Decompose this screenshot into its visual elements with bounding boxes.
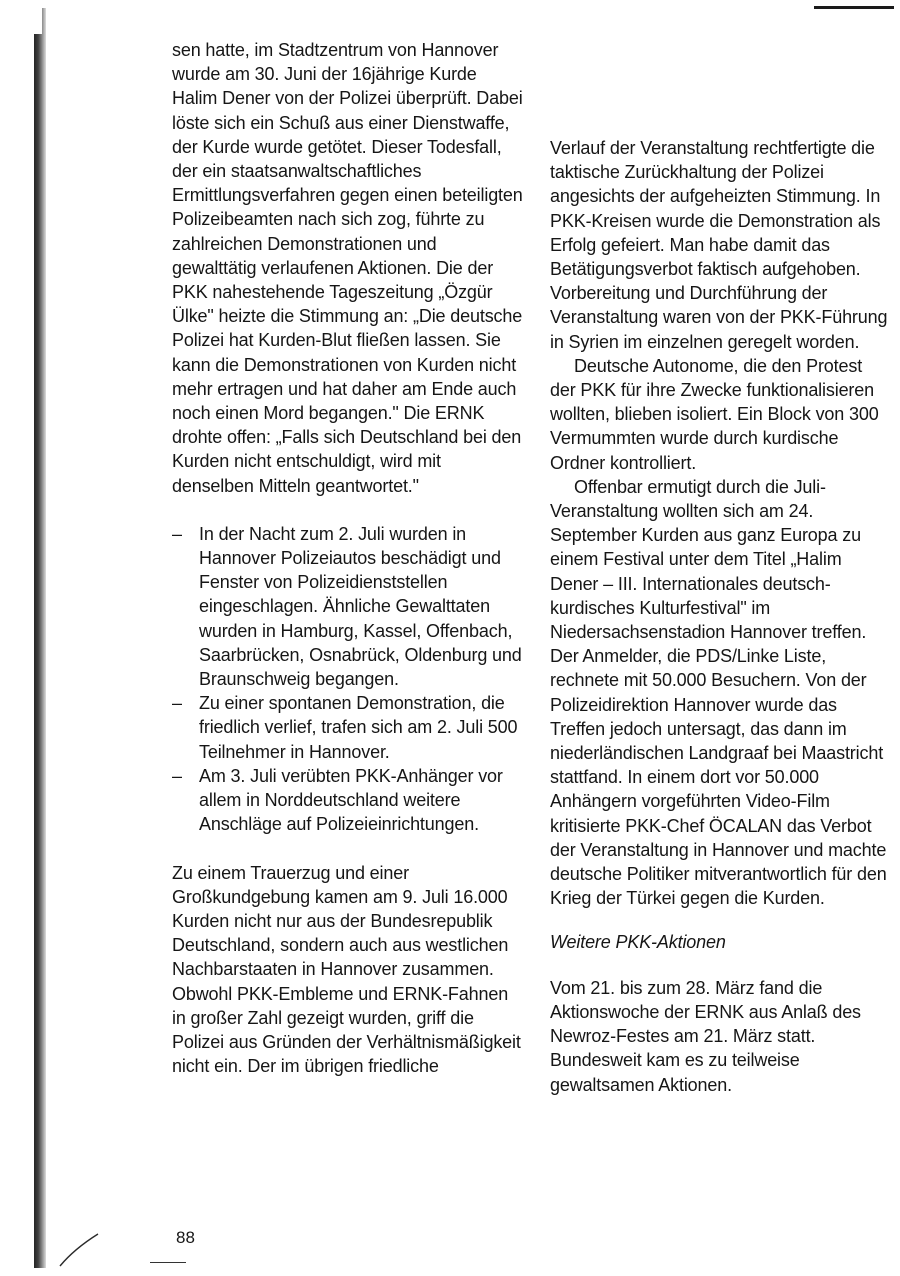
left-paragraph-2: Zu einem Trauerzug und einer Großkundgebung kamen am 9. Juli 16.000 Kurden nicht nur aus der Bundesrepublik Deutschland, sondern auch aus westlichen Nachbarstaaten in Hannover zusammen. Obwohl PKK-Embleme und ERNK-Fahnen in großer Zahl gezeigt wurden, griff die Polizei aus Gründen der Verhältnismäßigkeit nicht ein. Der im übrigen friedliche (172, 862, 521, 1077)
list-item-text: Am 3. Juli verübten PKK-Anhänger vor allem in Norddeutschland weitere Anschläge auf Polizeieinrichtungen. (199, 765, 503, 835)
right-paragraph-2: Deutsche Autonome, die den Protest der PKK für ihre Zwecke funktionalisieren wollten, blieben isoliert. Ein Block von 300 Vermummten wurde durch kurdische Ordner kontrolliert. (550, 355, 879, 473)
left-column (172, 38, 524, 1078)
dash-bullet: – (172, 523, 182, 544)
list-item (172, 764, 524, 837)
right-paragraph-3: Offenbar ermutigt durch die Juli-Veranstaltung wollten sich am 24. September Kurden aus ganz Europa zu einem Festival unter dem Titel „Halim Dener – III. Internationales deutsch-kurdisches Kulturfestival" im Niedersachsenstadion Hannover treffen. Der Anmelder, die PDS/Linke Liste, rechnete mit 50.000 Besuchern. Von der Polizeidirektion Hannover wurde das Treffen jedoch untersagt, das dann im niederländischen Landgraaf bei Maastricht stattfand. In einem dort vor 50.000 Anhängern vorgeführten Video-Film kritisierte PKK-Chef ÖCALAN das Verbot der Veranstaltung in Hannover und machte deutsche Politiker mitverantwortlich für den Krieg der Türkei gegen die Kurden. (550, 476, 887, 909)
bullet-list (172, 522, 524, 837)
right-column (550, 136, 890, 1097)
scan-edge-gap (34, 8, 42, 34)
scan-corner-mark (58, 1228, 100, 1268)
top-rule (814, 6, 894, 9)
dash-bullet: – (172, 693, 182, 714)
list-item (172, 691, 524, 764)
list-item-text: In der Nacht zum 2. Juli wurden in Hannover Polizeiautos beschädigt und Fenster von Polizeidienststellen eingeschlagen. Ähnliche Gewalttaten wurden in Hamburg, Kassel, Offenbach, Saarbrücken, Osnabrück, Oldenburg und Braunschweig begangen. (199, 523, 522, 690)
page-number: 88 (176, 1228, 195, 1247)
scan-binding-edge (34, 8, 46, 1268)
left-paragraph-1: sen hatte, im Stadtzentrum von Hannover wurde am 30. Juni der 16jährige Kurde Halim Dener von der Polizei überprüft. Dabei löste sich ein Schuß aus einer Dienstwaffe, der Kurde wurde getötet. Dieser Todesfall, der ein staatsanwaltschaftliches Ermittlungsverfahren gegen einen beteiligten Polizeibeamten nach sich zog, führte zu zahlreichen Demonstrationen und gewalttätig verlaufenen Aktionen. Die der PKK nahestehende Tageszeitung „Özgür Ülke" heizte die Stimmung an: „Die deutsche Polizei hat Kurden-Blut fließen lassen. Sie kann die Demonstrationen von Kurden nicht mehr ertragen und hat daher am Ende auch noch einen Mord begangen." Die ERNK drohte offen: „Falls sich Deutschland bei den Kurden nicht entschuldigt, wird mit denselben Mitteln geantwortet." (172, 40, 523, 496)
list-item-text: Zu einer spontanen Demonstration, die friedlich verlief, trafen sich am 2. Juli 500 Teilnehmer in Hannover. (199, 693, 518, 762)
right-paragraph-1: Verlauf der Veranstaltung rechtfertigte die taktische Zurückhaltung der Polizei angesichts der aufgeheizten Stimmung. In PKK-Kreisen wurde die Demonstration als Erfolg gefeiert. Man habe damit das Betätigungsverbot faktisch aufgehoben. Vorbereitung und Durchführung der Veranstaltung waren von der PKK-Führung in Syrien im einzelnen geregelt worden. (550, 138, 888, 352)
section-subheading: Weitere PKK-Aktionen (550, 931, 726, 952)
list-item (172, 522, 524, 691)
dash-bullet: – (172, 765, 182, 786)
footer-rule (150, 1262, 186, 1263)
right-paragraph-4: Vom 21. bis zum 28. März fand die Aktionswoche der ERNK aus Anlaß des Newroz-Festes am 21. März statt. Bundesweit kam es zu teilweise gewaltsamen Aktionen. (550, 977, 861, 1095)
